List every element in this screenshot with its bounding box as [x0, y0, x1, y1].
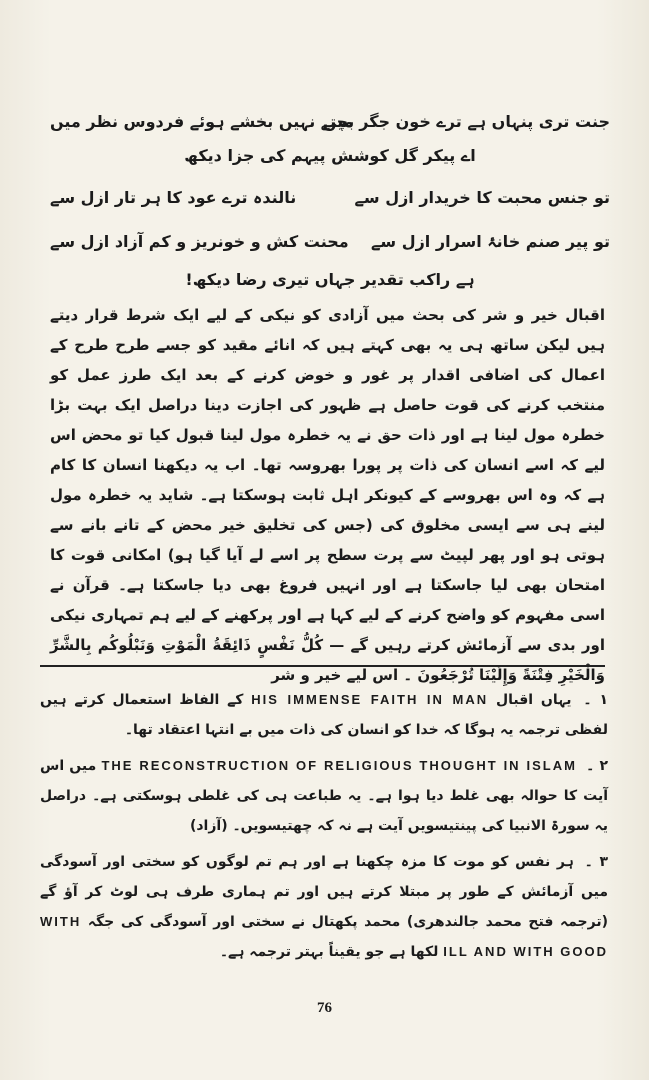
poem-line: بچتے نہیں بخشے ہوئے فردوس نظر میں — [50, 112, 355, 131]
poem-line: ہے راکب تقدیر جہاں تیری رضا دیکھ! — [185, 270, 475, 289]
poem-line: جنت تری پنہاں ہے ترے خون جگر میں — [322, 112, 610, 131]
poem-block — [40, 112, 620, 292]
poem-line: تو جنس محبت کا خریدار ازل سے — [354, 188, 610, 207]
footnote-text: لکھا ہے جو یقیناً بہتر ترجمہ ہے۔ — [219, 944, 439, 960]
footnote-text: کے الفاظ استعمال کرتے ہیں لفظی ترجمہ یہ ہوگا کہ خدا کو انسان کی ذات میں بے انتہا اعتقاد تھا۔ — [40, 692, 608, 738]
poem-couplet — [40, 270, 620, 298]
poem-line: نالندہ ترے عود کا ہر تار ازل سے — [50, 188, 297, 207]
poem-couplet — [40, 112, 620, 140]
footnotes — [40, 685, 608, 973]
footnote-text: یہاں اقبال — [495, 692, 572, 708]
body-text — [50, 300, 605, 690]
footnote-english: HIS IMMENSE FAITH IN MAN — [251, 692, 489, 707]
paragraph: اقبال خیر و شر کی بحث میں آزادی کو نیکی کے لیے ایک شرط قرار دیتے ہیں لیکن ساتھ ہی یہ بھی کہتے ہیں کہ انائے مقید کو جسے طرح طرح کے اعمال کی اضافی اقدار پر غور و خوض کرنے کے بعد ایک طرز عمل کو منتخب کرنے کی قوت حاصل ہے ظہور کی اجازت دینا دراصل ایک بہت بڑا خطرہ مول لینا ہے اور ذات حق نے یہ خطرہ مول لینا قبول کیا تو محض اس لیے کہ اسے انسان کی ذات پر پورا بھروسہ تھا۔ اب یہ دیکھنا انسان کا کام ہے کہ وہ اس بھروسے کے کیونکر اہل ثابت ہوسکتا ہے۔ شاید یہ خطرہ مول لینے ہی سے ایسی مخلوق کی (جس کی تخلیق خیر محض کے تانے بانے سے ہوتی ہو اور پھر لپیٹ سے پرت سطح پر اسے لے آیا گیا ہو) امکانی قوت کا امتحان بھی لیا جاسکتا ہے اور انہیں فروغ بھی دیا جاسکتا ہے۔ قرآن نے اسی مفہوم کو واضح کرنے کے لیے کہا ہے اور پرکھنے کے لیے ہم تمہاری نیکی اور بدی سے آزمائش کرتے رہیں گے — کُلُّ نَفْسٍ ذَائِقَةُ الْمَوْتِ وَنَبْلُوكُم بِالشَّرِّ وَالْخَيْرِ فِتْنَةً وَإِلَيْنَا تُرْجَعُونَ ۔ اس لیے خیر و شر — [50, 306, 605, 684]
footnote — [40, 847, 608, 967]
poem-couplet — [40, 232, 620, 260]
poem-line: تو پیر صنم خانۂ اسرار ازل سے — [371, 232, 610, 251]
footnote — [40, 685, 608, 745]
footnote-divider — [40, 665, 605, 667]
footnote-english: WITH ILL AND WITH GOOD — [40, 914, 608, 959]
footnote-text: ہر نفس کو موت کا مزہ چکھنا ہے اور ہم تم لوگوں کو سختی اور آسودگی میں آزمائش کے طور پر مبتلا کرتے ہیں اور تم ہماری طرف ہی لوٹ کر آؤ گے (ترجمہ فتح محمد جالندھری) محمد پکھتال نے سختی اور آسودگی کی جگہ — [40, 854, 609, 930]
footnote-marker: ۲ ۔ — [586, 758, 609, 774]
footnote-marker: ۱ ۔ — [583, 692, 608, 708]
footnote-marker: ۳ ۔ — [584, 854, 609, 870]
poem-line: محنت کش و خونریز و کم آزاد ازل سے — [50, 232, 349, 251]
poem-line: اے پیکر گل کوشش پیہم کی جزا دیکھ — [184, 146, 476, 165]
poem-couplet — [40, 146, 620, 174]
footnote-text: میں اس آیت کا حوالہ بھی غلط دیا ہوا ہے۔ یہ طباعت ہی کی غلطی ہوسکتی ہے۔ دراصل یہ سورۃ الانبیا کی پینتیسویں آیت ہے نہ کہ چھتیسویں۔ (آزاد) — [40, 758, 608, 834]
footnote-english: THE RECONSTRUCTION OF RELIGIOUS THOUGHT IN ISLAM — [101, 758, 577, 773]
footnote — [40, 751, 608, 841]
poem-couplet — [40, 188, 620, 216]
page-number: 76 — [317, 1000, 332, 1016]
